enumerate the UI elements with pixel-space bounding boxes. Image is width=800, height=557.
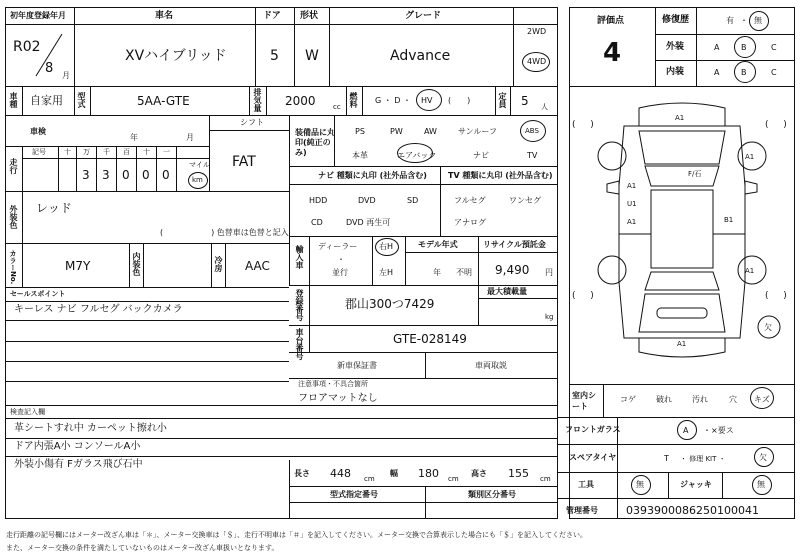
inspector-line-3: 外装小傷有 Fガラス飛び石中	[14, 459, 143, 470]
reg-month: 8	[45, 61, 54, 76]
chassis: GTE-028149	[393, 332, 467, 346]
tools: 無	[636, 480, 644, 489]
shape-label: 形状	[300, 11, 319, 21]
exterior-label: 外装	[666, 42, 685, 52]
mileage-label: 走行	[9, 158, 18, 174]
shaken-year-unit: 年	[130, 133, 138, 142]
mark-wheel-fr: A1	[745, 153, 755, 161]
notes: フロアマットなし	[298, 393, 378, 404]
repair-yes: 有	[726, 16, 734, 25]
equipment-label: 装備品に丸印(純正のみ)	[295, 128, 335, 157]
navi-sd: SD	[407, 196, 419, 205]
cc-unit: cc	[333, 103, 341, 111]
interior-b: B	[741, 68, 747, 77]
left-h: 左H	[379, 268, 394, 277]
mark-hood-right: F/石	[688, 170, 702, 178]
reg-year: R02	[13, 39, 41, 55]
sales-label: セールスポイント	[10, 290, 66, 298]
exterior-c: C	[771, 43, 777, 52]
inspector-line-1: 革シートすれ中 カーペット擦れ小	[14, 423, 167, 434]
mileage-digit-4: 0	[142, 168, 150, 182]
manual: 車両取説	[475, 361, 507, 370]
mark-left-rear-door: A1	[627, 218, 637, 226]
exterior-color: レッド	[36, 201, 72, 215]
fuel-label: 燃料	[349, 92, 358, 108]
plate-label: 登録番号	[295, 289, 304, 321]
displacement-label: 排気量	[253, 88, 262, 112]
cooler-label: 冷房	[214, 256, 223, 272]
seat-stain: 汚れ	[692, 395, 708, 404]
plate: 郡山300つ7429	[345, 297, 435, 311]
height: 155	[508, 467, 529, 480]
mileage-digit-5: 0	[162, 168, 170, 182]
score: 4	[603, 38, 622, 68]
digit-header-4: 百	[123, 148, 130, 156]
shift: FAT	[232, 154, 256, 170]
car-name-label: 車名	[155, 11, 174, 21]
car-name: XVハイブリッド	[125, 48, 227, 64]
repair-no: 無	[754, 16, 762, 25]
reg-year-label: 初年度登録年月	[10, 11, 66, 20]
length-label: 長さ	[294, 469, 310, 478]
spare-label: スペアタイヤ	[569, 453, 617, 462]
warranty: 新車保証書	[337, 361, 377, 370]
seat-burn: コゲ	[620, 395, 636, 404]
mileage-digit-2: 3	[102, 168, 110, 182]
car-damage-diagram	[569, 86, 795, 381]
chassis-label: 車台番号	[295, 328, 304, 360]
svg-text:( ): ( )	[572, 120, 594, 130]
fuel-selected: HV	[421, 96, 433, 105]
interior-a: A	[714, 68, 720, 77]
width-unit: cm	[448, 475, 459, 483]
windshield-label: フロントガラス	[565, 425, 621, 434]
seat-scratch: キズ	[754, 395, 770, 404]
equip-leather: 本革	[352, 151, 368, 160]
door-label: ドア	[263, 11, 281, 21]
drive-4wd: 4WD	[527, 57, 547, 66]
interior-seat-label: 室内シート	[572, 391, 596, 411]
digit-header-3: 千	[103, 148, 110, 156]
digit-header-0: 記号	[32, 148, 46, 156]
navi-dvd-play: DVD 再生可	[346, 218, 391, 227]
equip-aw: AW	[424, 127, 437, 136]
digit-header-1: 十	[64, 148, 71, 156]
svg-text:( ): ( )	[572, 291, 594, 301]
mark-wheel-rr: A1	[745, 267, 755, 275]
tv-title: TV 種類に丸印 (社外品含む)	[448, 171, 553, 180]
navi-hdd: HDD	[309, 196, 328, 205]
footer-line-1: 走行距離の記号欄にはメーター改ざん車は「＊」、メーター交換車は「＄」、走行不明車は「＃」を記入してください。メーター交換で合算表示した場合にも「＄」を記入してください。	[6, 531, 587, 539]
usage-label: 車種	[9, 92, 18, 108]
capacity-unit: 人	[541, 103, 548, 111]
score-label: 評価点	[597, 16, 625, 26]
jack: 無	[757, 480, 765, 489]
length: 448	[330, 467, 351, 480]
mile-label: マイル	[189, 161, 210, 169]
windshield-rest: ・×要ス	[703, 426, 734, 435]
equip-ps: PS	[355, 127, 365, 136]
shaken-label: 車検	[30, 127, 46, 136]
digit-header-2: 万	[83, 148, 90, 156]
tv-fullseg: フルセグ	[454, 196, 486, 205]
model-year-unit: 年	[433, 268, 441, 277]
seat-hole: 穴	[729, 395, 737, 404]
type-designation-label: 型式指定番号	[330, 490, 378, 499]
doors: 5	[270, 48, 279, 64]
usage: 自家用	[30, 94, 63, 107]
navi-title: ナビ 種類に丸印 (社外品含む)	[318, 171, 427, 180]
import-label: 輸入車	[295, 245, 304, 269]
inspector-label: 検査記入欄	[10, 408, 45, 416]
km-label: km	[192, 176, 203, 184]
shaken-month-unit: 月	[186, 133, 194, 142]
recycle-label: リサイクル預託金	[483, 240, 546, 249]
equip-tv: TV	[527, 151, 538, 160]
recycle: 9,490	[495, 263, 530, 277]
jack-label: ジャッキ	[680, 480, 712, 489]
repair-label: 修復歴	[662, 15, 690, 25]
spare-kit: ・ 修理 KIT ・	[680, 455, 726, 463]
mileage-digit-1: 3	[82, 168, 90, 182]
repair-dot: ・	[740, 16, 748, 25]
mark-front: A1	[675, 114, 685, 122]
right-h: 右H	[379, 242, 394, 251]
equip-pw: PW	[390, 127, 403, 136]
grade-label: グレード	[405, 11, 442, 21]
shape: W	[305, 48, 319, 64]
width-label: 幅	[390, 469, 398, 478]
fuel-paren: ( )	[448, 96, 471, 105]
displacement: 2000	[285, 94, 316, 108]
interior-label: 内装	[666, 67, 685, 77]
capacity-label: 定員	[498, 92, 507, 108]
notes-label: 注意事項・不具合箇所	[298, 380, 368, 388]
svg-text:( ): ( )	[765, 291, 787, 301]
model: 5AA-GTE	[137, 94, 190, 108]
digit-header-5: 十	[143, 148, 150, 156]
tv-analog: アナログ	[454, 218, 486, 227]
sales-text: キーレス ナビ フルセグ バックカメラ	[14, 304, 183, 315]
mark-left-door: U1	[627, 200, 637, 208]
mark-missing: 欠	[764, 323, 772, 332]
exterior-color-label: 外装色	[9, 205, 18, 229]
mgmt-label: 管理番号	[566, 506, 598, 515]
inspector-line-2: ドア内張A小 コンソールA小	[14, 441, 141, 452]
equip-airbag: エアバック	[397, 151, 437, 160]
tv-oneseg: ワンセグ	[509, 196, 541, 205]
equip-navi: ナビ	[473, 151, 489, 160]
model-year-unknown: 不明	[456, 268, 472, 277]
navi-dvd: DVD	[358, 196, 376, 205]
color-no-label: カラーNo.	[9, 250, 17, 285]
navi-cd: CD	[311, 218, 323, 227]
spare-t: T	[664, 454, 669, 463]
model-year-label: モデル年式	[418, 240, 458, 249]
height-unit: cm	[540, 475, 551, 483]
kg-unit: kg	[545, 313, 554, 321]
spare-missing: 欠	[759, 453, 767, 462]
import-dot: ・	[337, 255, 345, 264]
import-dealer: ディーラー	[318, 242, 358, 251]
svg-text:( ): ( )	[765, 120, 787, 130]
model-label: 型式	[77, 92, 86, 108]
capacity: 5	[521, 94, 529, 108]
length-unit: cm	[364, 475, 375, 483]
equip-sunroof: サンルーフ	[458, 127, 497, 136]
mark-rear: A1	[677, 340, 687, 348]
equip-abs: ABS	[525, 127, 539, 135]
recycle-yen: 円	[545, 268, 553, 277]
width: 180	[418, 467, 439, 480]
shift-label: シフト	[240, 118, 264, 127]
mileage-digit-3: 0	[122, 168, 130, 182]
digit-header-6: 一	[163, 148, 170, 156]
fuel-options: G ・ D ・	[375, 96, 411, 105]
month-unit: 月	[62, 71, 70, 80]
cooler: AAC	[245, 259, 270, 273]
mark-left-front: A1	[627, 182, 637, 190]
exterior-b: B	[741, 43, 747, 52]
interior-c: C	[771, 68, 777, 77]
mgmt: 0393900086250100041	[626, 504, 759, 517]
seat-tear: 破れ	[656, 395, 672, 404]
category-label: 類別区分番号	[468, 490, 516, 499]
import-parallel: 並行	[332, 268, 348, 277]
height-label: 高さ	[471, 469, 487, 478]
grade: Advance	[390, 48, 451, 64]
color-no: M7Y	[65, 259, 91, 273]
exterior-a: A	[714, 43, 720, 52]
max-load-label: 最大積載量	[487, 287, 527, 296]
drive-2wd: 2WD	[527, 27, 547, 36]
interior-color-label: 内装色	[132, 252, 141, 276]
mark-right-door: B1	[724, 216, 734, 224]
tools-label: 工具	[578, 480, 594, 489]
repaint-note: ( ) 色替車は色替と記入	[160, 228, 289, 237]
windshield-a: A	[683, 426, 689, 435]
footer-line-2: また、メーター交換の条件を満たしていないものはメーター改ざん車扱いとなります。	[6, 544, 279, 552]
